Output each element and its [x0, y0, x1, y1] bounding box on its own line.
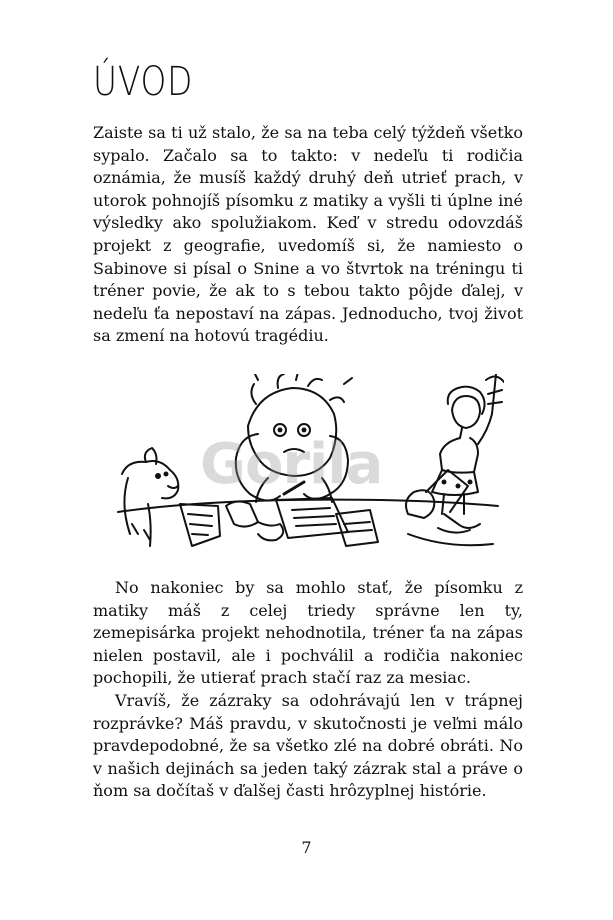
paragraph-intro: Zaiste sa ti už stalo, že sa na teba celý týždeň všetko sypalo. Začalo sa to takto: v nedeľu ti rodičia oznámia, že musíš každý druhý deň utrieť prach, v utorok pohnojíš písomku z matiky a vyšli ti úplne iné výsledky ako spolužiakom. Keď v stredu odovzdáš projekt z geografie, uvedomíš si, že namiesto o Sabinove si písal o Snine a vo štvrtok na tréningu ti tréner povie, že ak to s tebou takto pôjde ďalej, v nedeľu ťa nepostaví na zápas. Jednoducho, tvoj život sa zmení na hotovú tragédiu.	[93, 123, 523, 346]
page-number: 7	[301, 838, 312, 857]
watermark-logo: Gorila	[200, 432, 383, 497]
paragraph-hope: No nakoniec by sa mohlo stať, že písomku z matiky máš z celej triedy správne len ty, zemepisárka projekt nehodnotila, tréner ťa na zápas nielen postavil, ale i pochválil a rodičia nakoniec pochopili, že utierať prach stačí raz za mesiac.	[93, 578, 523, 688]
chapter-heading: ÚVOD	[93, 59, 194, 105]
paragraph-miracle: Vravíš, že zázraky sa odohrávajú len v trápnej rozprávke? Máš pravdu, v skutočnosti je veľmi málo pravdepodobné, že sa všetko zlé na dobré obráti. No v našich dejinách sa jeden taký zázrak stal a práve o ňom sa dočítaš v ďalšej časti hrôzyplnej histórie.	[93, 691, 523, 801]
